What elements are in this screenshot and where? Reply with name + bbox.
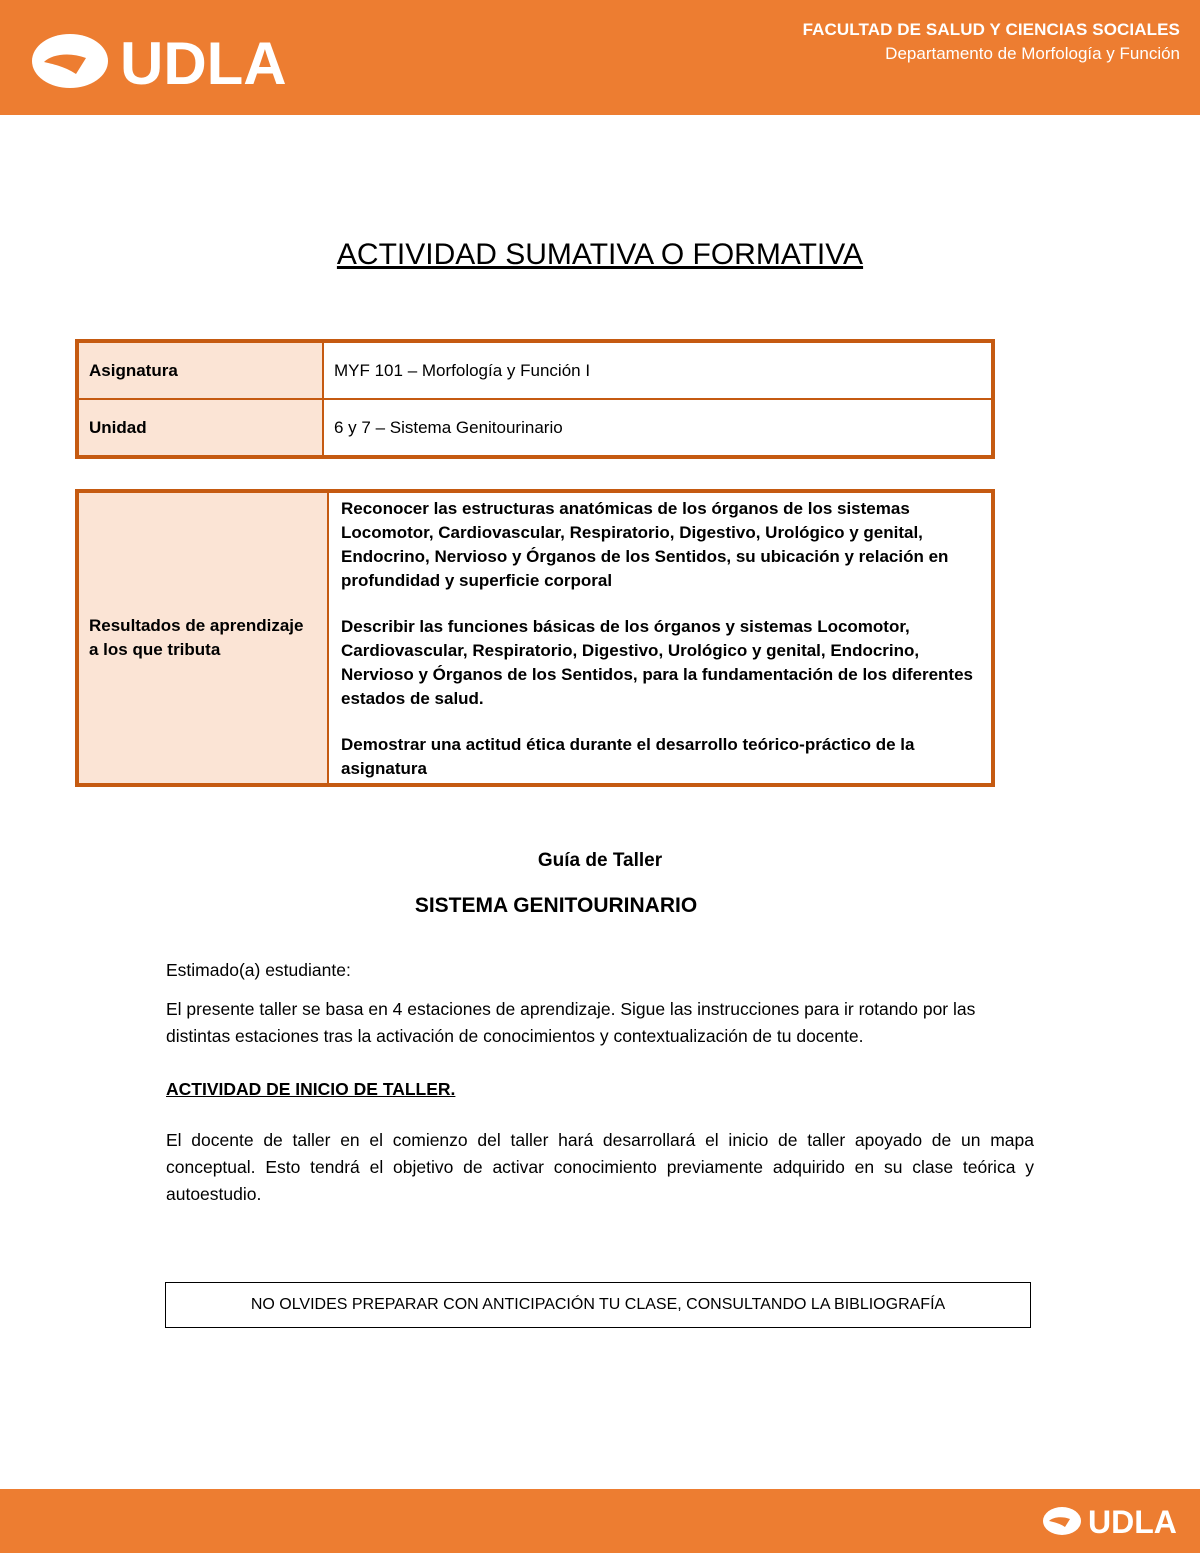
header-text — [803, 20, 1180, 64]
greeting: Estimado(a) estudiante: — [166, 960, 351, 980]
page-title: ACTIVIDAD SUMATIVA O FORMATIVA — [336, 238, 864, 271]
subject-label: Asignatura — [77, 341, 323, 399]
udla-logo — [30, 28, 295, 92]
start-activity-text: El docente de taller en el comienzo del taller hará desarrollará el inicio de taller apoyado de un mapa conceptual. Esto tendrá el objetivo de activar conocimiento previamente adquirido en su clase teórica y autoestudio. — [166, 1130, 1034, 1204]
udla-logo-small — [1042, 1503, 1182, 1537]
outcome-item: Describir las funciones básicas de los órganos y sistemas Locomotor, Cardiovascular, Respiratorio, Digestivo, Urológico y genital, Endocrino, Nervioso y Órganos de los Sentidos, para la fundamentación de los diferentes estados de salud. — [341, 617, 973, 708]
footer-logo-text: UDLA — [1088, 1504, 1177, 1537]
reminder-box: NO OLVIDES PREPARAR CON ANTICIPACIÓN TU CLASE, CONSULTANDO LA BIBLIOGRAFÍA — [165, 1282, 1031, 1328]
table-row — [77, 491, 993, 785]
unit-value: 6 y 7 – Sistema Genitourinario — [323, 399, 993, 457]
logo-text: UDLA — [120, 30, 287, 92]
outcomes-table — [75, 489, 995, 787]
department-name: Departamento de Morfología y Función — [885, 44, 1180, 63]
table-row — [77, 399, 993, 457]
outcomes-list — [328, 491, 993, 785]
outcome-item: Reconocer las estructuras anatómicas de los órganos de los sistemas Locomotor, Cardiovascular, Respiratorio, Digestivo, Urológico y genital, Endocrino, Nervioso y Órganos de los Sentidos, su ubicación y relación en profundidad y superficie corporal — [341, 499, 949, 590]
subject-value: MYF 101 – Morfología y Función I — [323, 341, 993, 399]
outcomes-label: Resultados de aprendizaje a los que tributa — [77, 491, 328, 785]
page-header — [0, 0, 1200, 115]
page-footer — [0, 1489, 1200, 1553]
start-activity-heading: ACTIVIDAD DE INICIO DE TALLER. — [166, 1079, 456, 1099]
unit-label: Unidad — [77, 399, 323, 457]
outcome-item: Demostrar una actitud ética durante el desarrollo teórico-práctico de la asignatura — [341, 735, 915, 778]
faculty-name: FACULTAD DE SALUD Y CIENCIAS SOCIALES — [802, 20, 1180, 39]
guide-subtitle: Guía de Taller — [537, 850, 663, 871]
guide-topic: SISTEMA GENITOURINARIO — [414, 894, 698, 917]
course-table — [75, 339, 995, 459]
intro-paragraph: El presente taller se basa en 4 estaciones de aprendizaje. Sigue las instrucciones para ir rotando por las distintas estaciones tras la activación de conocimientos y contextualización de tu docente. — [166, 999, 976, 1046]
table-row — [77, 341, 993, 399]
